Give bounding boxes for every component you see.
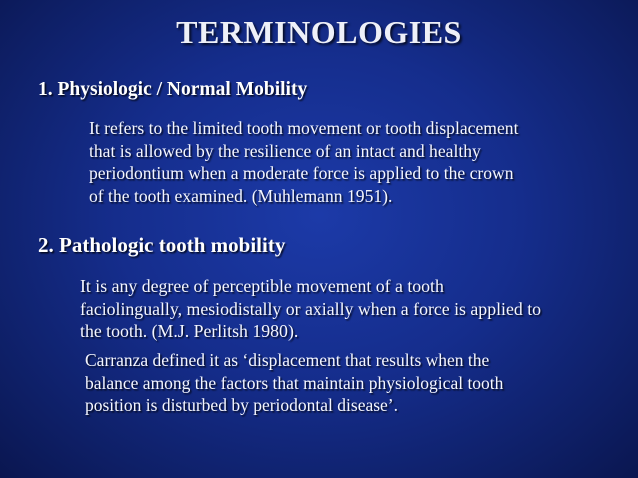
section2-heading: 2. Pathologic tooth mobility: [38, 233, 286, 257]
section1-paragraph-line: It refers to the limited tooth movement or tooth displacement: [89, 118, 519, 138]
section1-paragraph: [80, 117, 610, 207]
section2-paragraph-1-line: It is any degree of perceptible movement of a tooth: [80, 276, 444, 296]
section1-paragraph-line: of the tooth examined. (Muhlemann 1951).: [89, 185, 393, 206]
section2-paragraph-1-line: faciolingually, mesiodistally or axially when a force is applied to: [80, 298, 542, 319]
section1-paragraph-line: periodontium when a moderate force is applied to the crown: [89, 163, 514, 183]
section2-paragraph-2: [80, 349, 600, 417]
slide-title: TERMINOLOGIES: [176, 14, 462, 50]
section2-paragraph-1-line: the tooth. (M.J. Perlitsh 1980).: [80, 321, 299, 341]
section1-paragraph-line: that is allowed by the resilience of an intact and healthy: [89, 140, 481, 161]
section1-heading: 1. Physiologic / Normal Mobility: [38, 79, 308, 100]
section2-paragraph-2-line: position is disturbed by periodontal disease’.: [85, 395, 399, 415]
section2-paragraph-2-line: Carranza defined it as ‘displacement that results when the: [85, 350, 490, 370]
section2-paragraph-1: [80, 275, 610, 343]
section2-paragraph-2-line: balance among the factors that maintain physiological tooth: [85, 372, 504, 393]
